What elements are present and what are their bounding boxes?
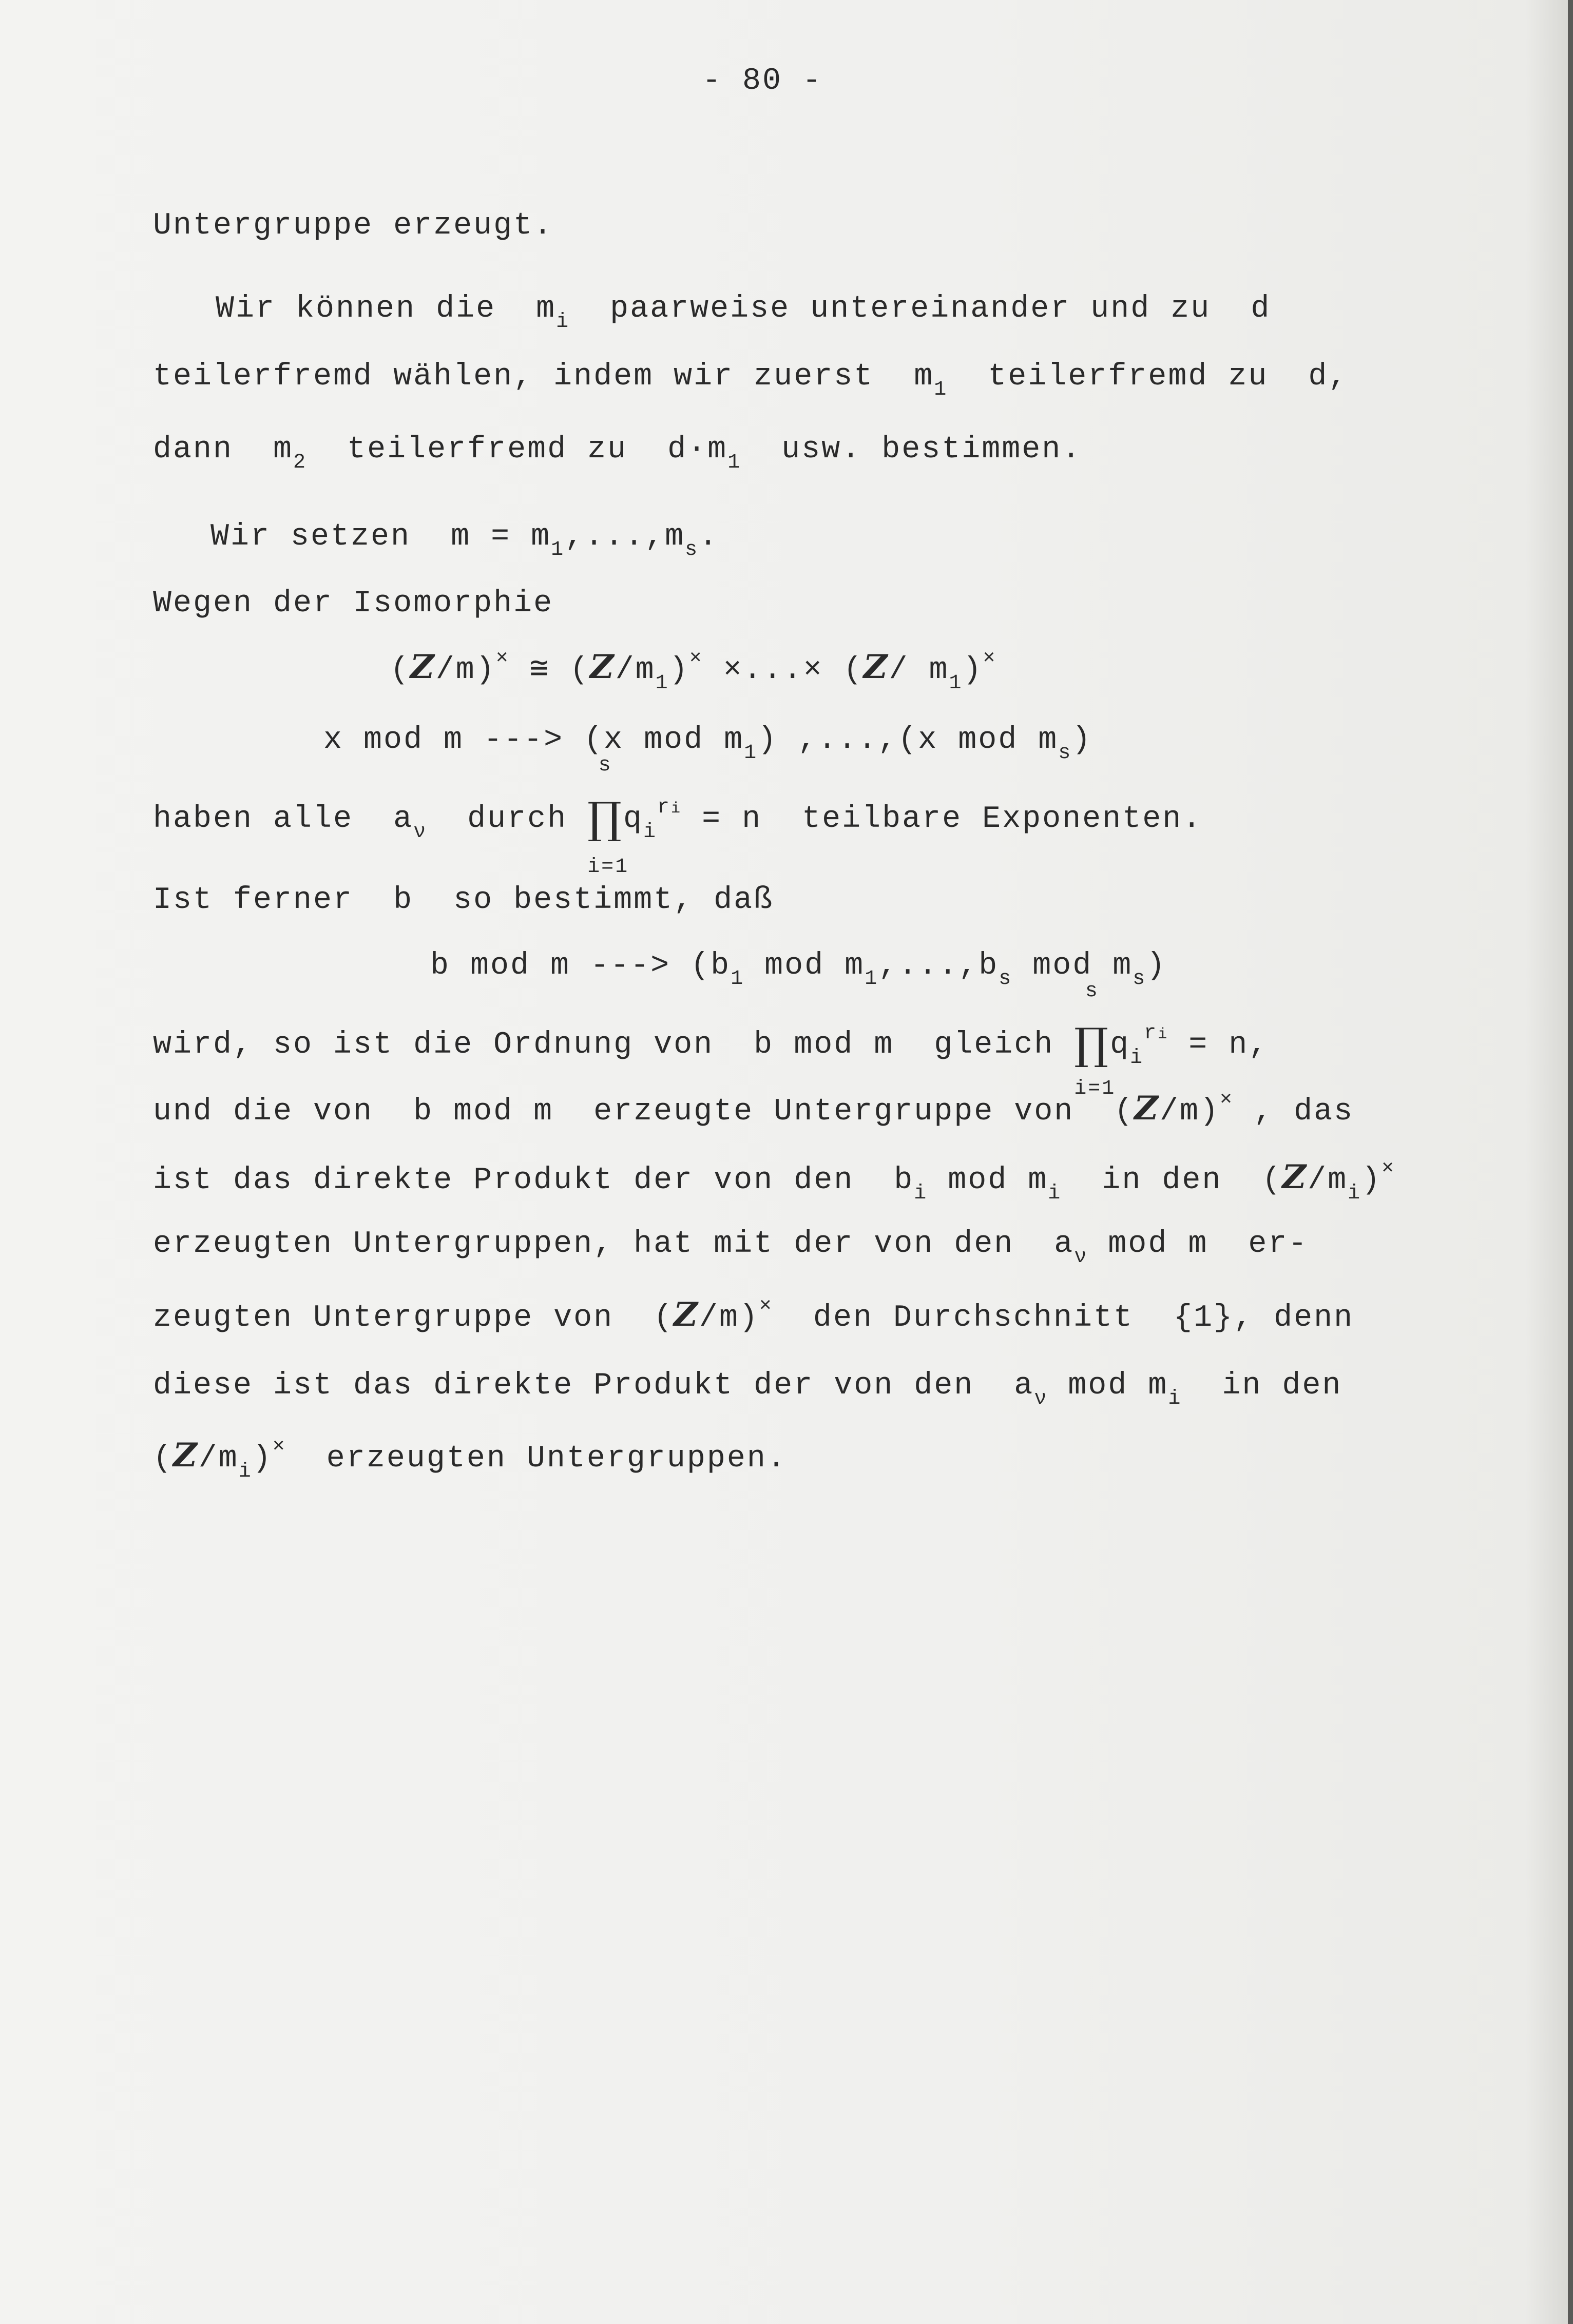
- text-line-16: zeugten Untergruppe von (Z/m)× den Durchschnitt {1}, denn: [153, 1295, 1354, 1335]
- product-symbol: ∏: [1074, 1019, 1110, 1069]
- text-line-18: $(Z/m_i)^\times$ erzeugten Untergruppen.: [153, 1436, 787, 1483]
- product-formula: s ∏ i=1: [1074, 980, 1116, 1100]
- isomorphism-formula: (Z/m)× ≅ $(Z/m_1)^\times$ ×...× (Z/ $m_1)^\times$: [390, 647, 997, 695]
- text-line-17: diese ist das direkte Produkt der von den $a_\nu$ mod $m_i$ in den: [153, 1368, 1342, 1410]
- text-line-15: erzeugten Untergruppen, hat mit der von den $a_\nu$ mod m er-: [153, 1227, 1309, 1269]
- product-formula: s ∏ i=1: [587, 754, 629, 879]
- text-line-1: Untergruppe erzeugt.: [153, 208, 554, 243]
- integers-symbol: Z: [173, 1436, 199, 1475]
- text-line-3: teilerfremd wählen, indem wir zuerst $m_1$ teilerfremd zu d,: [153, 359, 1349, 401]
- integers-symbol: Z: [589, 648, 616, 686]
- text-line-12: wird, so ist die Ordnung von b mod m gleich s ∏ i=1 $q_i^{ri} = n$,: [153, 980, 1269, 1100]
- text-line-6: Wegen der Isomorphie: [153, 586, 554, 621]
- mapping-formula-b: b mod m ---> ($b_1$ mod $m_1,...,b_s$ mod $m_s$): [430, 948, 1167, 991]
- product-symbol: ∏: [587, 793, 623, 843]
- integers-symbol: Z: [863, 648, 889, 686]
- text-line-10: Ist ferner b so bestimmt, daß: [153, 883, 774, 918]
- text-line-4: dann $m_2$ teilerfremd zu $d\cdot m_1$ usw. bestimmen.: [153, 432, 1082, 474]
- text-line-5: Wir setzen $m = m_1,...,m_s$.: [210, 519, 719, 561]
- integers-symbol: Z: [1134, 1089, 1160, 1128]
- integers-symbol: Z: [674, 1295, 699, 1334]
- page-edge-shadow: [1568, 0, 1573, 2324]
- page-number: - 80 -: [702, 64, 823, 99]
- text-line-13: und die von b mod m erzeugte Untergruppe von (Z/m)× , das: [153, 1089, 1354, 1129]
- integers-symbol: Z: [410, 648, 436, 686]
- mapping-formula-x: x mod m ---> (x mod $m_1$) ,...,(x mod $m_s$): [323, 723, 1092, 765]
- text-line-14: ist das direkte Produkt der von den $b_i$ mod $m_i$ in den $(Z/m_i)^\times$: [153, 1157, 1396, 1205]
- integers-symbol: Z: [1282, 1158, 1308, 1196]
- text-line-2: Wir können die $m_i$ paarweise untereinander und zu d: [216, 292, 1271, 334]
- text-line-9: haben alle $a_\nu$ durch s ∏ i=1 $q_i^{ri} = n$ teilbare Exponenten.: [153, 754, 1203, 879]
